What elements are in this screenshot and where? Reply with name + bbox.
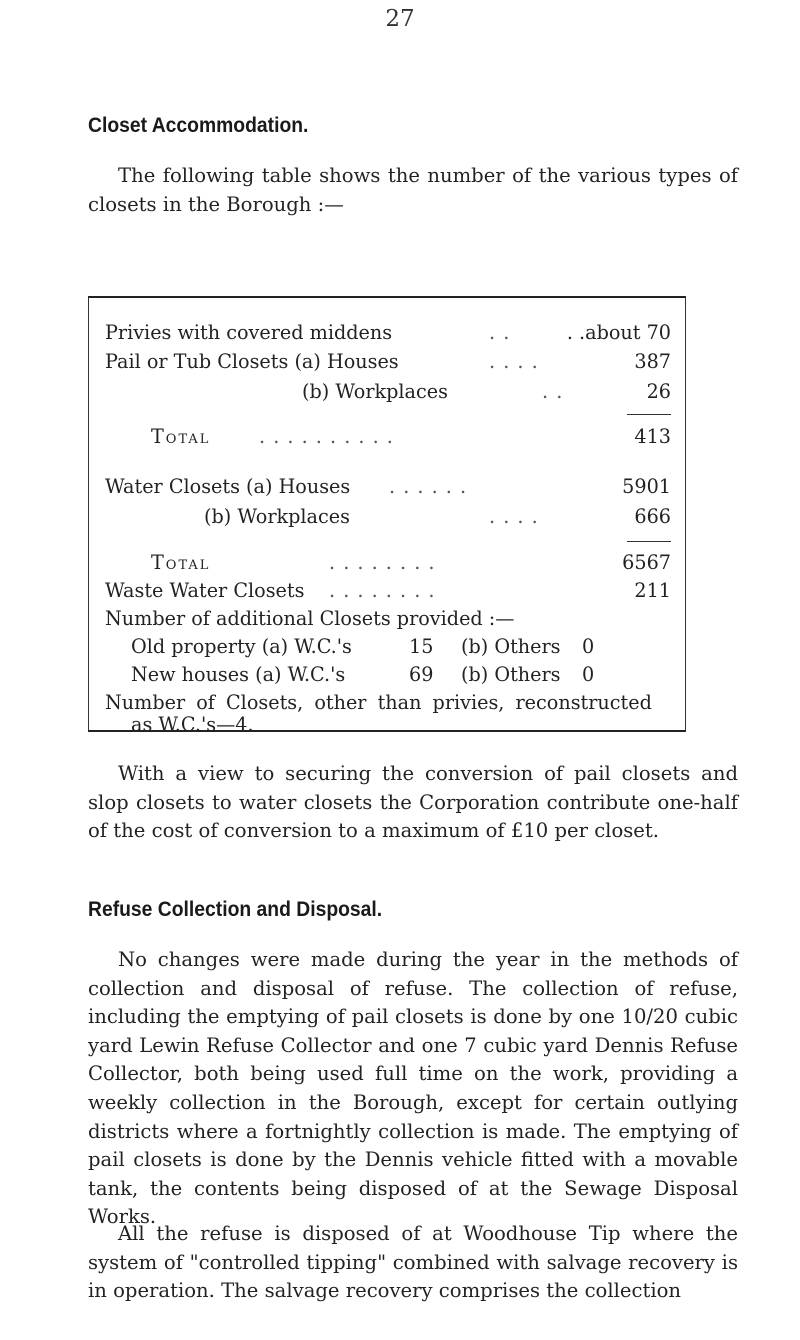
pail-houses-label: Pail or Tub Closets (a) Houses <box>105 350 399 373</box>
privies-value: . .about 70 <box>566 321 671 344</box>
waste-wc-value: 211 <box>634 579 671 602</box>
wc-houses-label: Water Closets (a) Houses <box>105 475 351 498</box>
subtotal-rule-2 <box>627 541 671 542</box>
total-wc-value: 6567 <box>622 551 671 574</box>
table-row-additional-heading <box>89 604 685 634</box>
pail-workplaces-value: 26 <box>646 380 671 403</box>
total-wc-label: Total <box>151 551 211 574</box>
wc-workplaces-value: 666 <box>634 505 671 528</box>
wc-workplaces-label: (b) Workplaces <box>204 505 350 528</box>
subtotal-rule <box>627 414 671 415</box>
total-pail-leader: . . . . . . . . . . <box>259 425 394 448</box>
table-row-wc-houses <box>89 472 685 502</box>
new-houses-label: New houses (a) W.C.'s <box>131 663 346 686</box>
table-row-reconstructed-cont <box>89 710 685 740</box>
closet-accommodation-heading: Closet Accommodation. <box>88 114 309 137</box>
additional-closets-heading: Number of additional Closets provided :— <box>105 607 515 630</box>
total-pail-value: 413 <box>634 425 671 448</box>
reconstructed-line-2: as W.C.'s—4. <box>131 713 254 736</box>
table-row-total-wc <box>89 548 685 578</box>
total-wc-leader: . . . . . . . . <box>329 551 436 574</box>
closet-intro-paragraph <box>88 162 738 219</box>
table-row-privies <box>89 318 685 348</box>
refuse-paragraph-1-text: No changes were made during the year in the methods of collection and disposal of refuse. The collection of refuse, including the emptying of pail closets is done by one 10/20 cubic yard Lewin Refuse Collector and one 7 cubic yard Dennis Refuse Collector, both being used full time on the work, providing a weekly collection in the Borough, except for certain outlying districts where a fortnightly collection is made. The emptying of pail closets is done by the Dennis vehicle fitted with a movable tank, the contents being disposed of at the Sewage Disposal Works. <box>88 948 738 1229</box>
conversion-paragraph <box>88 760 738 846</box>
new-houses-others-value: 0 <box>582 663 595 686</box>
wc-workplaces-leader: . . . . <box>489 505 539 528</box>
pail-houses-leader: . . . . <box>489 350 539 373</box>
new-houses-wc-value: 69 <box>409 663 434 686</box>
page-number: 27 <box>385 6 415 32</box>
table-row-pail-workplaces <box>89 377 685 407</box>
conversion-text: With a view to securing the conversion of pail closets and slop closets to water closets the Corporation contribute one-half of the cost of conversion to a maximum of £10 per closet. <box>88 762 738 843</box>
pail-workplaces-leader: . . <box>542 380 564 403</box>
table-row-old-property <box>89 632 685 662</box>
closet-intro-text: The following table shows the number of the various types of closets in the Borough :— <box>88 164 738 216</box>
total-pail-label: Total <box>151 425 211 448</box>
table-row-new-houses <box>89 660 685 690</box>
table-row-waste-wc <box>89 576 685 606</box>
wc-houses-value: 5901 <box>622 475 671 498</box>
refuse-paragraph-2-text: All the refuse is disposed of at Woodhouse Tip where the system of "controlled tipping" combined with salvage recovery is in operation. The salvage recovery comprises the collection <box>88 1222 738 1303</box>
old-property-wc-value: 15 <box>409 635 434 658</box>
closet-table <box>88 296 686 736</box>
table-row-pail-houses <box>89 347 685 377</box>
refuse-paragraph-2 <box>88 1220 738 1306</box>
table-row-total-pail <box>89 422 685 452</box>
old-property-others-value: 0 <box>582 635 595 658</box>
refuse-collection-heading: Refuse Collection and Disposal. <box>88 898 383 921</box>
refuse-paragraph-1 <box>88 946 738 1232</box>
table-row-wc-workplaces <box>89 502 685 532</box>
old-property-label: Old property (a) W.C.'s <box>131 635 352 658</box>
pail-workplaces-label: (b) Workplaces <box>302 380 448 403</box>
privies-label: Privies with covered middens <box>105 321 393 344</box>
old-property-others-label: (b) Others <box>461 635 561 658</box>
pail-houses-value: 387 <box>634 350 671 373</box>
privies-leader: . . <box>489 321 511 344</box>
new-houses-others-label: (b) Others <box>461 663 561 686</box>
wc-houses-leader: . . . . . . <box>389 475 468 498</box>
waste-wc-leader: . . . . . . . . <box>329 579 436 602</box>
waste-wc-label: Waste Water Closets <box>105 579 305 602</box>
reconstructed-line-1: Number of Closets, other than privies, reconstructed <box>105 691 652 714</box>
